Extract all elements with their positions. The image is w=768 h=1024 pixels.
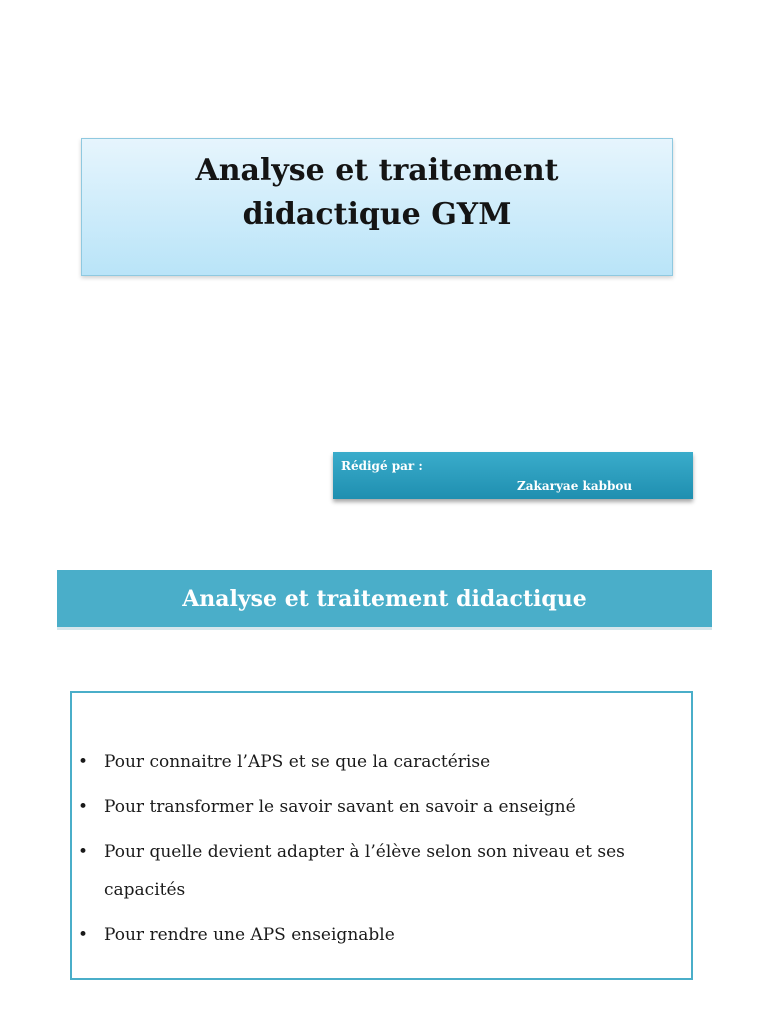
document-title-line-1: Analyse et traitement	[195, 153, 559, 188]
author-label: Rédigé par :	[341, 459, 423, 473]
author-box	[333, 452, 693, 499]
document-title-line-2: didactique GYM	[242, 197, 512, 232]
bullet-text: Pour quelle devient adapter à l’élève selon son niveau et ses capacités	[104, 842, 625, 900]
bullet-item	[78, 916, 685, 954]
bullet-text: Pour connaitre l’APS et se que la caractérise	[104, 752, 491, 772]
bullet-text: Pour rendre une APS enseignable	[104, 925, 395, 945]
author-name: Zakaryae kabbou	[517, 479, 633, 493]
content-box	[70, 691, 693, 980]
title-box	[81, 138, 673, 276]
bullet-dot-icon: •	[78, 925, 89, 945]
bullet-item	[78, 833, 685, 909]
bullet-dot-icon: •	[78, 797, 89, 817]
bullet-dot-icon: •	[78, 752, 89, 772]
bullet-item	[78, 743, 685, 781]
bullet-dot-icon: •	[78, 842, 89, 862]
section-banner	[57, 570, 712, 630]
bullet-text: Pour transformer le savoir savant en savoir a enseigné	[104, 797, 576, 817]
bullet-list	[78, 743, 685, 961]
bullet-item	[78, 788, 685, 826]
section-title: Analyse et traitement didactique	[182, 585, 587, 612]
